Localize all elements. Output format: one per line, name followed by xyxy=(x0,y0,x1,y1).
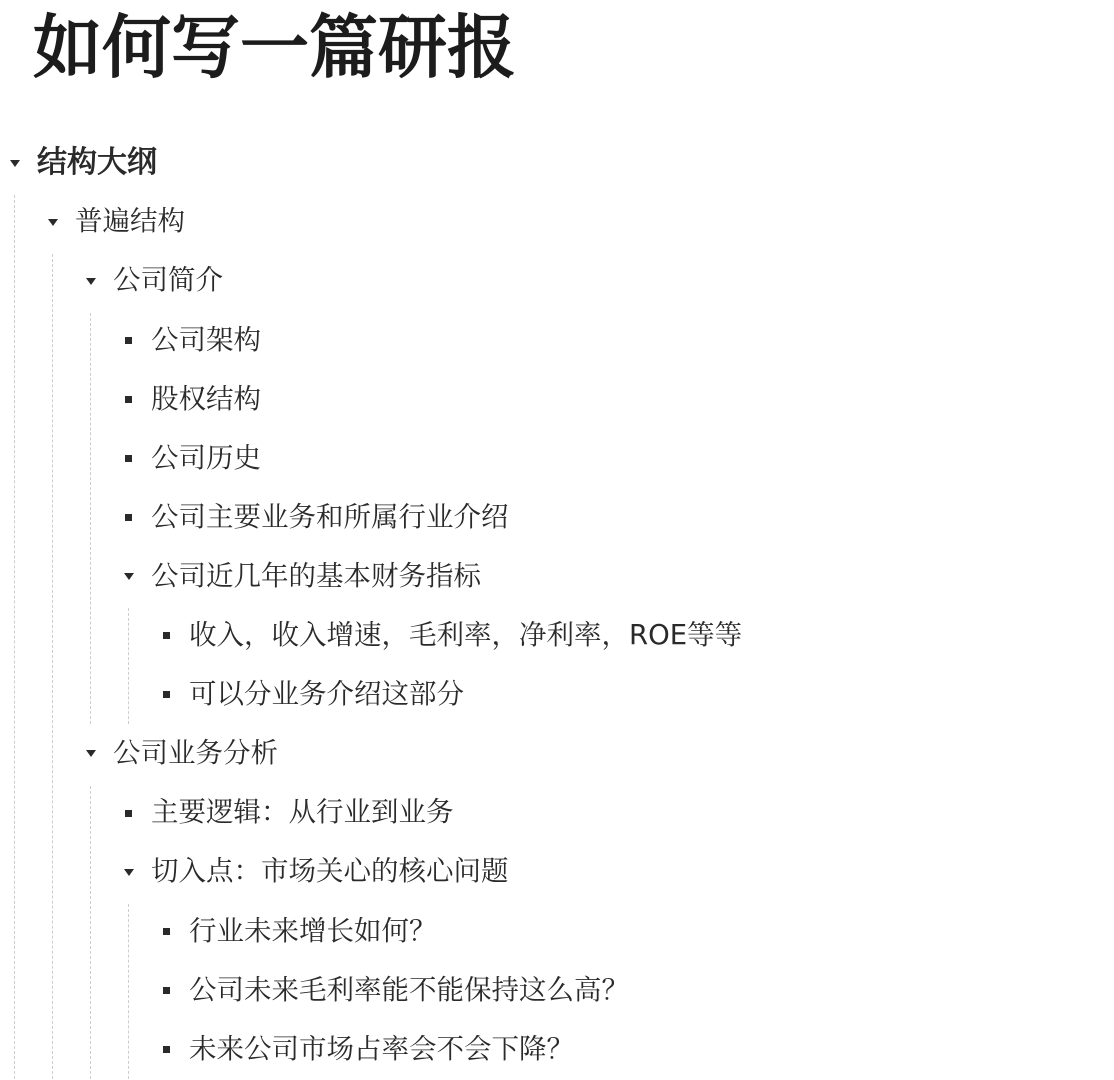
children-list xyxy=(76,311,1114,725)
indent-guide-line xyxy=(128,904,129,1079)
triangle-down-icon[interactable] xyxy=(124,869,134,876)
triangle-down-icon[interactable] xyxy=(124,573,134,580)
bullet-text: 行业未来增长如何？ xyxy=(189,914,437,947)
bullet-text: 主要逻辑：从行业到业务 xyxy=(151,796,454,829)
toggle-row xyxy=(76,724,1114,783)
outline-tree xyxy=(0,134,1114,1080)
indent-guide-line xyxy=(14,195,15,1079)
triangle-down-icon[interactable] xyxy=(48,219,58,226)
bullet-row xyxy=(152,961,1114,1020)
square-bullet-icon xyxy=(125,337,132,344)
bullet-text: 公司历史 xyxy=(151,441,261,474)
bullet-item xyxy=(152,606,1114,665)
children-list xyxy=(0,193,1114,1079)
toggle-heading: 结构大纲 xyxy=(37,145,157,181)
bullet-row xyxy=(152,1020,1114,1079)
bullet-text: 公司架构 xyxy=(151,323,261,356)
bullet-row xyxy=(114,488,1114,547)
children-list xyxy=(114,606,1114,724)
toggle-row xyxy=(114,843,1114,902)
bullet-text: 股权结构 xyxy=(151,382,261,415)
triangle-down-icon[interactable] xyxy=(86,278,96,285)
square-bullet-icon xyxy=(163,987,170,994)
bullet-item xyxy=(114,429,1114,488)
toggle-title: 公司业务分析 xyxy=(113,737,278,770)
bullet-item xyxy=(152,665,1114,724)
indent-guide-line xyxy=(52,254,53,1079)
toggle-title: 公司简介 xyxy=(113,264,223,297)
bullet-row xyxy=(114,370,1114,429)
toggle-block xyxy=(0,134,1114,1080)
square-bullet-icon xyxy=(125,810,132,817)
toggle-block xyxy=(38,193,1114,1079)
square-bullet-icon xyxy=(125,396,132,403)
children-list xyxy=(114,902,1114,1079)
bullet-item xyxy=(152,961,1114,1020)
square-bullet-icon xyxy=(163,632,170,639)
bullet-text: 公司未来毛利率能不能保持这么高？ xyxy=(189,973,629,1006)
page-title: 如何写一篇研报 xyxy=(33,8,516,88)
toggle-block xyxy=(76,252,1114,725)
bullet-row xyxy=(152,902,1114,961)
triangle-down-icon[interactable] xyxy=(10,160,20,167)
toggle-title: 切入点：市场关心的核心问题 xyxy=(151,855,509,888)
toggle-row xyxy=(76,252,1114,311)
bullet-row xyxy=(114,311,1114,370)
square-bullet-icon xyxy=(125,514,132,521)
bullet-row xyxy=(114,429,1114,488)
toggle-block xyxy=(114,547,1114,724)
toggle-row xyxy=(0,134,1114,193)
bullet-text: 可以分业务介绍这部分 xyxy=(189,678,464,711)
indent-guide-line xyxy=(128,608,129,724)
bullet-row xyxy=(114,784,1114,843)
triangle-down-icon[interactable] xyxy=(86,750,96,757)
bullet-item xyxy=(114,488,1114,547)
bullet-item xyxy=(152,1020,1114,1079)
bullet-item xyxy=(152,902,1114,961)
bullet-text: 收入，收入增速，毛利率，净利率，ROE等等 xyxy=(189,619,743,652)
bullet-text: 公司主要业务和所属行业介绍 xyxy=(151,500,509,533)
square-bullet-icon xyxy=(163,928,170,935)
square-bullet-icon xyxy=(125,455,132,462)
bullet-item xyxy=(114,784,1114,843)
square-bullet-icon xyxy=(163,691,170,698)
toggle-row xyxy=(38,193,1114,252)
toggle-block xyxy=(76,724,1114,1079)
indent-guide-line xyxy=(90,786,91,1079)
bullet-item xyxy=(114,311,1114,370)
children-list xyxy=(38,252,1114,1079)
toggle-block xyxy=(114,843,1114,1079)
bullet-row xyxy=(152,665,1114,724)
children-list xyxy=(76,784,1114,1079)
toggle-title: 公司近几年的基本财务指标 xyxy=(151,559,481,592)
square-bullet-icon xyxy=(163,1046,170,1053)
bullet-item xyxy=(114,370,1114,429)
toggle-title: 普遍结构 xyxy=(75,205,185,238)
bullet-text: 未来公司市场占率会不会下降？ xyxy=(189,1032,574,1065)
toggle-row xyxy=(114,547,1114,606)
bullet-row xyxy=(152,606,1114,665)
indent-guide-line xyxy=(90,313,91,725)
